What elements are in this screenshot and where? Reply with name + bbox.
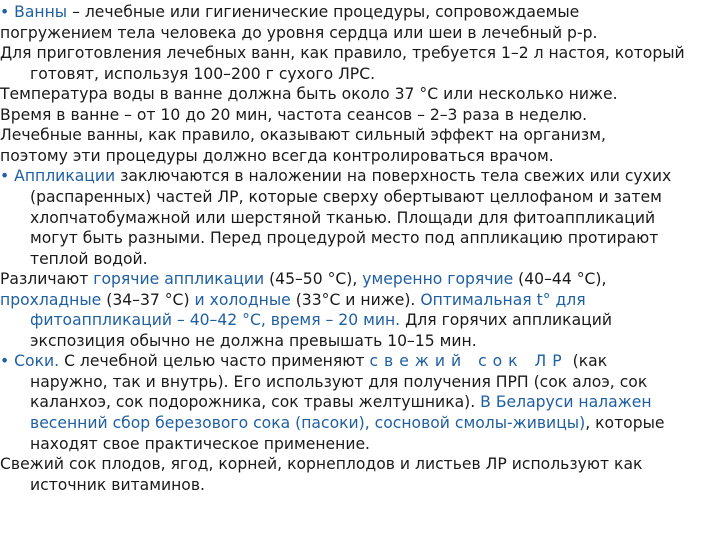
text-line: [0, 105, 587, 126]
body-text: источник витаминов.: [30, 475, 205, 494]
highlighted-text: •: [0, 167, 15, 186]
highlighted-text: фитоаппликаций – 40–42 °С, время – 20 мин.: [30, 311, 401, 330]
text-line: [0, 351, 607, 372]
highlighted-text: горячие аппликации: [93, 270, 265, 289]
body-text: (40–44 °С),: [513, 270, 607, 289]
text-line: [0, 146, 554, 167]
highlighted-text: и холодные: [194, 290, 291, 309]
body-text: поэтому эти процедуры должно всегда контролироваться врачом.: [0, 146, 554, 165]
text-line: [30, 372, 647, 393]
text-line: [0, 43, 685, 64]
body-text: Различают: [0, 270, 94, 289]
text-line: [0, 2, 579, 23]
text-line: [0, 84, 618, 105]
text-line: [0, 23, 597, 44]
body-text: находят свое практическое применение.: [30, 434, 371, 453]
body-text: Для горячих аппликаций: [400, 311, 613, 330]
body-text: (45–50 °С),: [264, 270, 363, 289]
body-text: Лечебные ванны, как правило, оказывают сильный эффект на организм,: [0, 126, 606, 145]
text-line: [30, 64, 375, 85]
text-line: [30, 413, 665, 434]
highlighted-text: •: [0, 3, 15, 21]
text-line: [0, 166, 671, 187]
body-text: (33°С и ниже).: [290, 290, 421, 309]
text-line: [0, 269, 606, 290]
text-line: [30, 475, 205, 496]
body-text: Температура воды в ванне должна быть около 37 °С или несколько ниже.: [0, 85, 618, 104]
text-line: [30, 208, 655, 229]
body-text: хлопчатобумажной или шерстяной тканью. Площади для фитоаппликаций: [30, 208, 656, 227]
highlighted-text: Оптимальная t° для: [420, 290, 586, 309]
body-text: заключаются в наложении на поверхность тела свежих или сухих: [115, 167, 672, 186]
text-line: [0, 454, 642, 475]
highlighted-text: свежий сок ЛР: [369, 352, 568, 371]
highlighted-text: прохладные: [0, 290, 102, 309]
text-line: [30, 228, 658, 249]
body-text: – лечебные или гигиенические процедуры, сопровождаемые: [67, 3, 580, 21]
body-text: экспозиция обычно не должна превышать 10–15 мин.: [30, 331, 477, 350]
highlighted-text: В Беларуси налажен: [480, 393, 652, 412]
highlighted-text: умеренно горячие: [362, 270, 514, 289]
body-text: могут быть разными. Перед процедурой место под аппликацию протирают: [30, 229, 659, 248]
text-line: [30, 187, 662, 208]
body-text: Свежий сок плодов, ягод, корней, корнеплодов и листьев ЛР используют как: [0, 455, 643, 474]
body-text: (распаренных) частей ЛР, которые сверху обертывают целлофаном и затем: [30, 187, 662, 206]
body-text: (как: [567, 352, 608, 371]
body-text: Время в ванне – от 10 до 20 мин, частота сеансов – 2–3 раза в неделю.: [0, 105, 588, 124]
body-text: (34–37 °С): [101, 290, 195, 309]
text-line: [30, 434, 370, 455]
body-text: погружением тела человека до уровня сердца или шеи в лечебный р-р.: [0, 23, 598, 42]
body-text: С лечебной целью часто применяют: [59, 352, 370, 371]
text-line: [30, 392, 652, 413]
body-text: Для приготовления лечебных ванн, как правило, требуется 1–2 л настоя, который: [0, 44, 685, 63]
body-text: наружно, так и внутрь). Его используют для получения ПРП (сок алоэ, сок: [30, 372, 648, 391]
body-text: готовят, используя 100–200 г сухого ЛРС.: [30, 64, 376, 83]
body-text: теплой водой.: [30, 249, 148, 268]
text-line: [30, 249, 148, 270]
highlighted-text: Аппликации: [14, 167, 116, 186]
text-line: [30, 331, 477, 352]
body-text: каланхоэ, сок подорожника, сок травы желтушника).: [30, 393, 481, 412]
highlighted-text: Соки.: [14, 352, 60, 371]
body-text: , которые: [585, 414, 665, 432]
text-line: [30, 310, 612, 331]
text-line: [0, 125, 606, 146]
highlighted-text: •: [0, 352, 15, 371]
text-line: [0, 290, 586, 311]
highlighted-text: весенний сбор березового сока (пасоки), сосновой смолы-живицы): [30, 414, 586, 432]
highlighted-text: Ванны: [14, 3, 68, 21]
